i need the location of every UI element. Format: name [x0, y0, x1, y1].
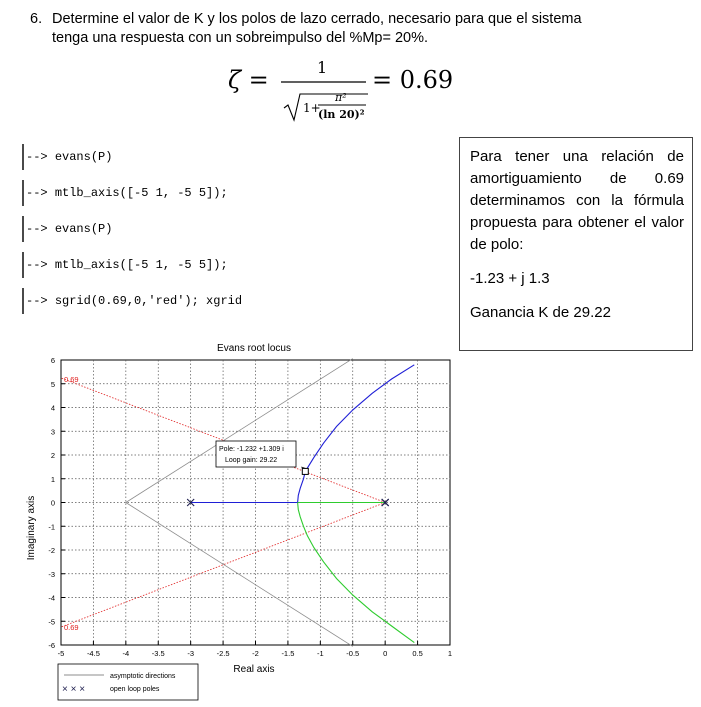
y-tick-label: 4 [50, 403, 55, 413]
y-tick-label: 6 [50, 356, 55, 365]
question-line-1: Determine el valor de K y los polos de lazo cerrado, necesario para que el sistema [52, 11, 582, 27]
root-locus-svg [18, 338, 458, 702]
note-pole: -1.23 + j 1.3 [470, 270, 550, 287]
y-tick-label: -1 [48, 522, 55, 532]
console-command: mtlb_axis([-5 1, -5 5]); [54, 186, 228, 200]
chart-title: Evans root locus [217, 343, 291, 354]
console-prompt: --> [26, 186, 48, 200]
y-tick-label: -2 [48, 546, 55, 555]
damping-formula [0, 60, 701, 130]
console-line [22, 252, 450, 282]
formula-result: = 0.69 [372, 66, 454, 94]
console-prompt: --> [26, 150, 48, 164]
console-command: evans(P) [54, 222, 113, 236]
legend-asymptote-label: asymptotic directions [110, 673, 176, 680]
x-tick-label: -4.5 [86, 649, 100, 658]
question-number: 6. [30, 11, 43, 27]
y-axis-label: Imaginary axis [26, 495, 37, 561]
datatip-line-2: Loop gain: 29.22 [225, 457, 278, 464]
formula-den-prefix: 1+ [303, 101, 321, 115]
y-tick-label: -6 [48, 641, 55, 650]
question [30, 10, 670, 48]
y-tick-label: 2 [50, 451, 55, 460]
x-tick-label: 1 [447, 649, 453, 658]
note-paragraph: Para tener una relación de amortiguamiento de 0.69 determinamos con la fórmula propuesta para obtener el valor de polo: [470, 148, 684, 253]
x-tick-label: -3.5 [151, 649, 165, 658]
root-locus-plot [18, 338, 458, 702]
formula-ln: (ln 20)² [318, 108, 365, 121]
x-tick-label: -4 [122, 649, 130, 658]
console-line [22, 216, 450, 246]
legend-pole-swatch: × × × [62, 684, 86, 695]
console-prompt: --> [26, 294, 48, 308]
console-command: mtlb_axis([-5 1, -5 5]); [54, 258, 228, 272]
damping-label-bottom: 0.69 [64, 623, 79, 633]
legend-pole-label: open loop poles [110, 686, 160, 693]
x-tick-label: -3 [187, 649, 195, 658]
y-tick-label: -4 [48, 593, 55, 603]
console-prompt: --> [26, 258, 48, 272]
x-axis-label: Real axis [233, 664, 275, 675]
damping-label-top: 0.69 [64, 374, 79, 384]
x-tick-label: -1.5 [281, 649, 295, 658]
console-line [22, 288, 450, 318]
console-command: sgrid(0.69,0,'red'); xgrid [54, 294, 243, 308]
y-tick-label: 5 [50, 379, 55, 389]
formula-numerator: 1 [317, 60, 328, 77]
datatip-line-1: Pole: -1.232 +1.309 i [219, 446, 284, 453]
x-tick-label: -2.5 [216, 649, 230, 658]
x-tick-label: -5 [57, 649, 65, 658]
x-tick-label: -2 [252, 649, 259, 658]
formula-pi-sq: π² [335, 91, 347, 104]
result-note [459, 137, 693, 351]
y-tick-label: 0 [50, 498, 55, 508]
y-tick-label: 1 [50, 474, 55, 484]
x-tick-label: -1 [316, 649, 324, 658]
console-line [22, 180, 450, 210]
question-line-2: tenga una respuesta con un sobreimpulso del %Mp= 20%. [52, 30, 429, 46]
x-tick-label: -0.5 [346, 649, 360, 658]
x-tick-label: 0 [383, 649, 388, 658]
console-command: evans(P) [54, 150, 113, 164]
console-line [22, 144, 450, 174]
formula-lhs: ζ = [228, 66, 269, 94]
y-tick-label: 3 [50, 427, 55, 437]
console-prompt: --> [26, 222, 48, 236]
x-tick-label: 0.5 [412, 649, 423, 658]
datatip-marker [302, 468, 308, 474]
y-tick-label: -3 [48, 569, 55, 579]
y-tick-label: -5 [48, 617, 55, 627]
note-gain: Ganancia K de 29.22 [470, 304, 611, 321]
